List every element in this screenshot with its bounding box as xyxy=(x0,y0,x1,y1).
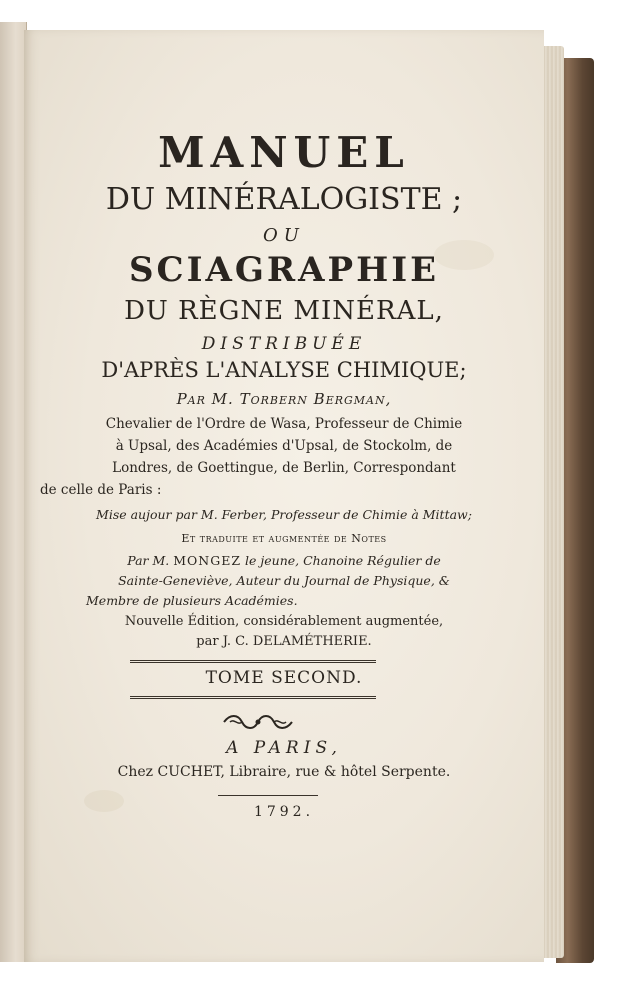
credentials-line: de celle de Paris : xyxy=(40,482,162,498)
editor-line: par J. C. DELAMÉTHERIE. xyxy=(196,634,372,649)
printer-ornament-icon xyxy=(220,712,296,732)
year-line: 1792. xyxy=(253,804,315,820)
credentials-line: Chevalier de l'Ordre de Wasa, Professeur de Chimie xyxy=(105,416,463,432)
title-line-analyse: D'APRÈS L'ANALYSE CHIMIQUE; xyxy=(101,358,467,382)
mise-line: Mise aujour par M. Ferber, Professeur de Chimie à Mittaw; xyxy=(96,507,472,522)
volume-label: TOME SECOND. xyxy=(205,668,363,688)
double-rule xyxy=(130,696,376,700)
title-line-distribuee: DISTRIBUÉE xyxy=(201,334,367,354)
translation-line: Et traduite et augmentée de Notes xyxy=(181,532,387,545)
membre-line: Membre de plusieurs Académies. xyxy=(86,593,298,608)
left-page-edge xyxy=(0,22,27,962)
mongez-rest: le jeune, Chanoine Régulier de xyxy=(245,553,441,568)
title-line-manuel: MANUEL xyxy=(158,128,410,177)
title-line-regne: DU RÈGNE MINÉRAL, xyxy=(124,296,444,326)
mongez-prefix: Par M. xyxy=(127,553,170,568)
publisher-line: Chez CUCHET, Libraire, rue & hôtel Serpente. xyxy=(117,764,451,780)
mongez-line xyxy=(24,553,544,568)
place-line: A PARIS, xyxy=(226,738,342,758)
mongez-name: MONGEZ xyxy=(173,553,242,568)
author-line: Par M. Torbern Bergman, xyxy=(176,390,392,408)
edition-line: Nouvelle Édition, considérablement augmentée, xyxy=(124,614,444,629)
double-rule xyxy=(130,660,376,664)
title-line-sciagraphie: SCIAGRAPHIE xyxy=(128,250,440,290)
title-line-ou: OU xyxy=(263,225,305,246)
sainte-line: Sainte-Geneviève, Auteur du Journal de Physique, & xyxy=(118,573,450,588)
title-line-mineralogiste: DU MINÉRALOGISTE ; xyxy=(105,182,463,217)
credentials-line: à Upsal, des Académies d'Upsal, de Stockolm, de xyxy=(115,438,453,454)
credentials-line: Londres, de Goettingue, de Berlin, Correspondant xyxy=(112,460,456,476)
date-rule xyxy=(218,795,318,796)
